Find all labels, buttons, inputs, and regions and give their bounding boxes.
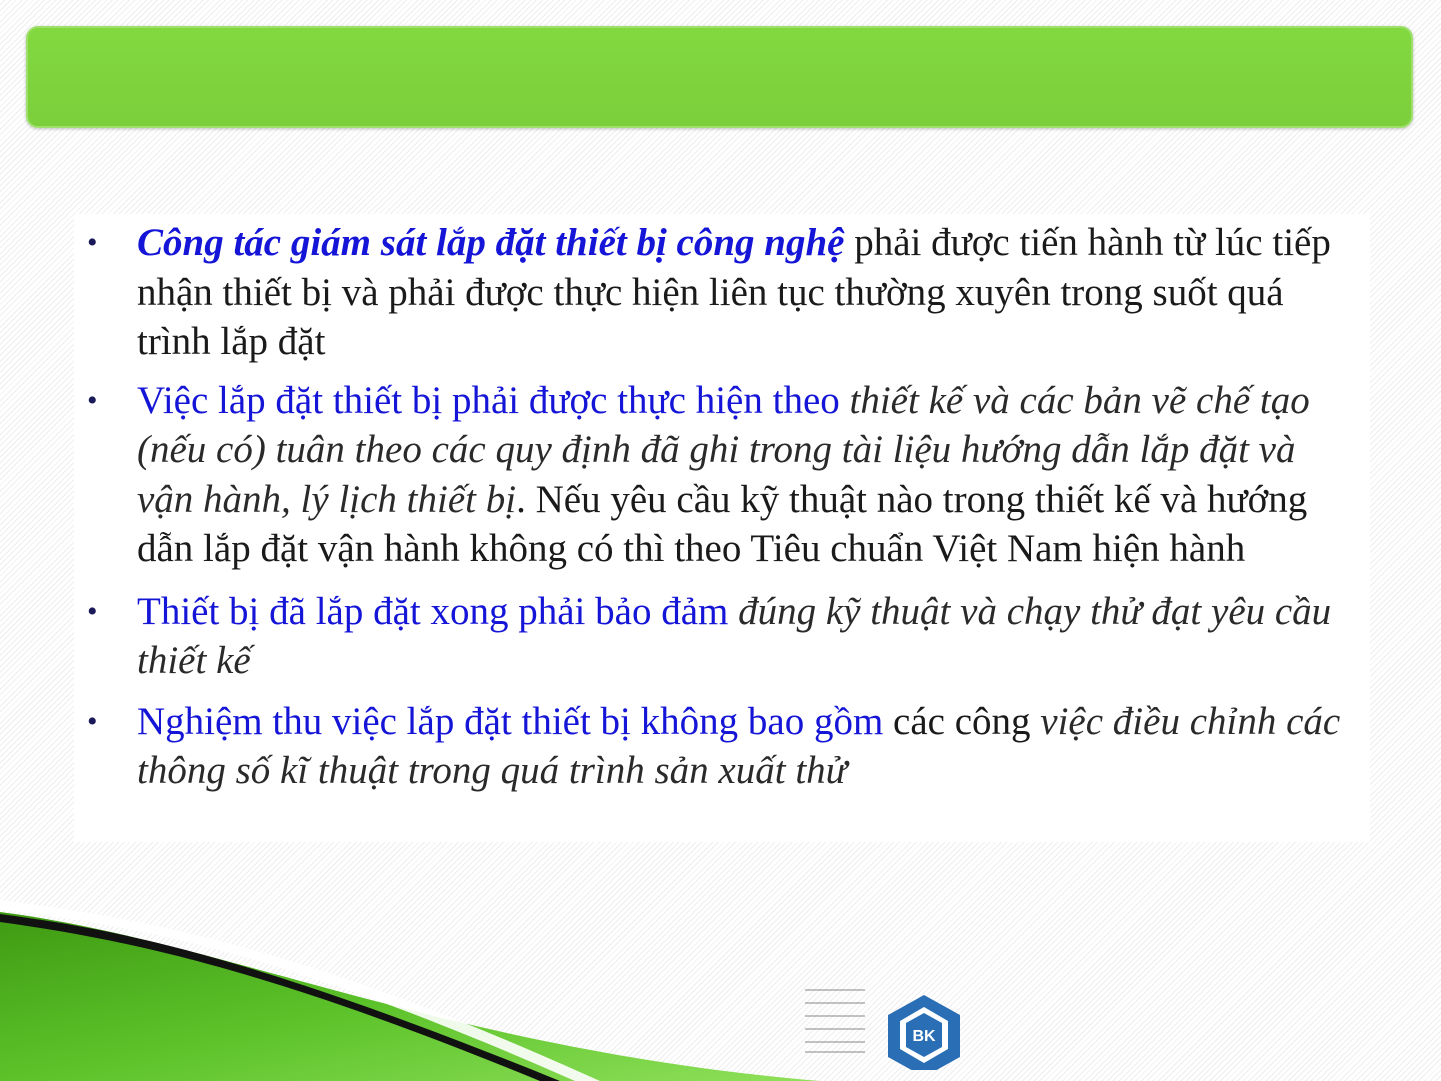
title-bar — [26, 26, 1413, 128]
bullet-text: . Nếu yêu cầu kỹ thuật nào trong thiết kế và hướng dẫn lắp đặt vận hành không có thì theo Tiêu chuẩn Việt Nam hiện hành — [137, 477, 1308, 570]
bullet-item — [74, 218, 1370, 367]
bullet-item — [74, 697, 1370, 796]
bullet-dot: • — [87, 594, 98, 628]
bullet-item — [74, 376, 1370, 574]
bullet-text: các công — [883, 699, 1041, 743]
bullet-list — [74, 214, 1370, 796]
bullet-text-emphasis: Thiết bị đã lắp đặt xong phải bảo đảm — [137, 589, 739, 633]
bullet-text: phải được tiến hành từ lúc tiếp nhận thiết bị và phải được thực hiện liên tục thường xuyên trong suốt quá trình lắp đặt — [137, 221, 1331, 363]
bullet-dot: • — [87, 226, 98, 259]
logo-text: BK — [912, 1028, 936, 1045]
content-box — [74, 214, 1370, 842]
bullet-item — [74, 587, 1370, 686]
decorative-wave — [0, 900, 820, 1081]
bk-university-logo-icon — [800, 985, 970, 1070]
bullet-text-emphasis: Nghiệm thu việc lắp đặt thiết bị không bao gồm — [137, 699, 884, 743]
bullet-text-italic: thiết kế và các bản vẽ chế tạo (nếu có) tuân theo các quy định đã ghi trong tài liệu hướng dẫn lắp đặt và vận hành, lý lịch thiết bị — [137, 378, 1310, 521]
bullet-text-emphasis: Công tác giám sát lắp đặt thiết bị công nghệ — [137, 221, 845, 264]
bullet-text-italic: việc điều chỉnh các thông số kĩ thuật trong quá trình sản xuất thử — [137, 699, 1341, 792]
bullet-text-emphasis: Việc lắp đặt thiết bị phải được thực hiện theo — [137, 378, 850, 422]
bullet-text-italic: đúng kỹ thuật và chạy thử đạt yêu cầu thiết kế — [137, 589, 1332, 682]
bullet-dot: • — [87, 704, 98, 738]
bullet-dot: • — [87, 383, 98, 417]
